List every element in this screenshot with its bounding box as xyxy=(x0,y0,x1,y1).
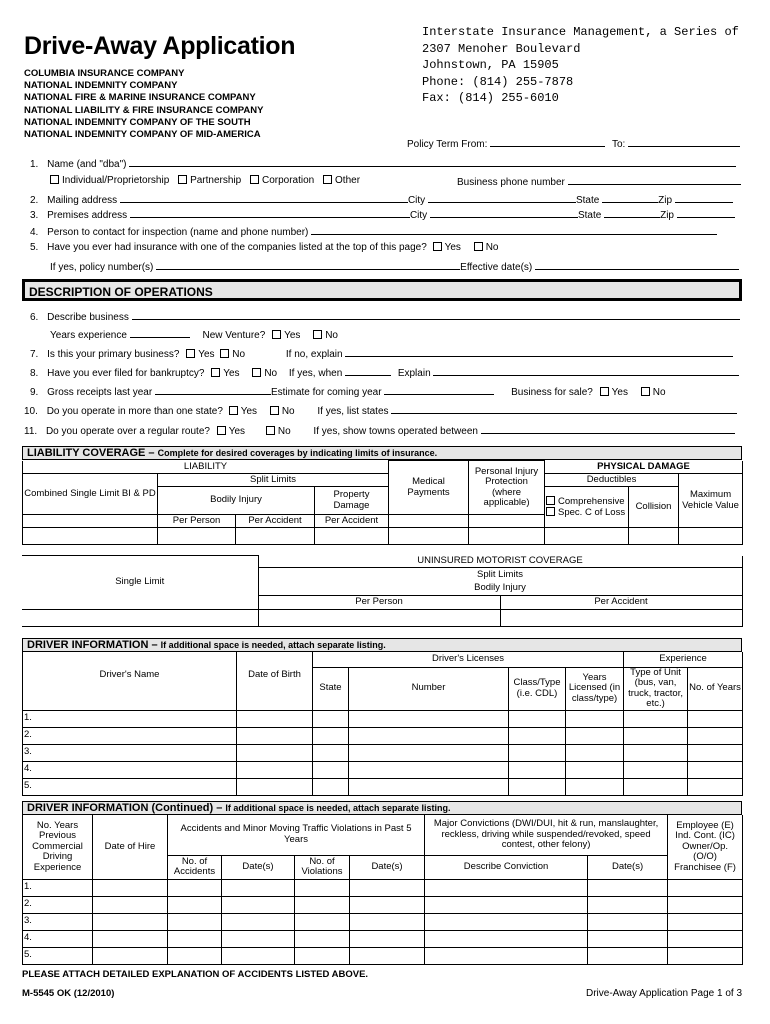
table-cell[interactable] xyxy=(222,896,295,913)
table-cell[interactable] xyxy=(566,744,624,761)
corporation-checkbox[interactable] xyxy=(250,175,259,184)
table-cell[interactable] xyxy=(425,930,588,947)
table-cell[interactable] xyxy=(295,913,350,930)
table-row[interactable]: 4. xyxy=(23,761,237,778)
show-towns-label: If yes, show towns operated between xyxy=(313,426,478,437)
for-sale-yes-checkbox[interactable] xyxy=(600,387,609,396)
table-cell[interactable] xyxy=(509,778,566,795)
other-checkbox[interactable] xyxy=(323,175,332,184)
um-per-person-input[interactable] xyxy=(258,610,500,627)
mailing-label: Mailing address xyxy=(47,195,118,206)
premises-city-field[interactable] xyxy=(430,208,578,218)
table-cell[interactable] xyxy=(425,879,588,896)
q11-row xyxy=(24,424,735,438)
table-cell[interactable] xyxy=(668,913,743,930)
no-label: No xyxy=(232,349,246,360)
table-cell[interactable] xyxy=(509,727,566,744)
regular-route-label: Do you operate over a regular route? xyxy=(45,426,210,437)
table-cell[interactable] xyxy=(237,761,313,778)
per-person-header: Per Person xyxy=(158,515,236,528)
contact-field[interactable] xyxy=(311,225,717,235)
table-cell[interactable] xyxy=(168,930,222,947)
table-cell[interactable] xyxy=(349,710,509,727)
employee-type-header: Employee (E) Ind. Cont. (IC) Owner/Op. (O/O) Franchisee (F) xyxy=(668,815,743,879)
gross-receipts-field[interactable] xyxy=(155,385,271,395)
state-label: State xyxy=(575,195,600,206)
table-cell[interactable] xyxy=(350,896,425,913)
agency-line: 2307 Menoher Boulevard xyxy=(422,41,581,56)
effective-dates-label: Effective date(s) xyxy=(460,262,533,273)
violation-dates-header: Date(s) xyxy=(350,855,425,879)
table-cell[interactable] xyxy=(313,710,349,727)
prior-ins-no-checkbox[interactable] xyxy=(474,242,483,251)
table-cell[interactable] xyxy=(624,727,688,744)
table-row[interactable]: 3. xyxy=(23,913,93,930)
entity-type-row xyxy=(50,175,360,187)
premises-zip-field[interactable] xyxy=(677,208,735,218)
table-cell[interactable] xyxy=(349,727,509,744)
company-name: NATIONAL FIRE & MARINE INSURANCE COMPANY xyxy=(24,92,256,104)
table-cell[interactable] xyxy=(168,913,222,930)
business-phone-field[interactable] xyxy=(568,175,741,185)
agency-address xyxy=(422,24,752,107)
mailing-zip-field[interactable] xyxy=(675,193,733,203)
no-violations-header: No. of Violations xyxy=(295,855,350,879)
table-row[interactable]: 5. xyxy=(23,778,237,795)
table-cell[interactable] xyxy=(688,778,743,795)
liability-heading-sub: Complete for desired coverages by indicating limits of insurance. xyxy=(157,448,438,458)
no-accidents-header: No. of Accidents xyxy=(168,855,222,879)
city-label: City xyxy=(407,195,426,206)
table-cell[interactable] xyxy=(624,744,688,761)
policy-numbers-label: If yes, policy number(s) xyxy=(50,262,154,273)
contact-label: Person to contact for inspection (name and phone number) xyxy=(47,227,309,238)
company-name: COLUMBIA INSURANCE COMPANY xyxy=(24,68,185,79)
table-cell[interactable] xyxy=(509,744,566,761)
explain-label: Explain xyxy=(397,368,431,379)
table-cell[interactable] xyxy=(313,761,349,778)
table-cell[interactable] xyxy=(295,879,350,896)
drivers-cont-table xyxy=(22,815,743,965)
describe-conviction-header: Describe Conviction xyxy=(425,855,588,879)
table-cell[interactable] xyxy=(313,727,349,744)
zip-label: Zip xyxy=(658,195,673,206)
q-number: 8. xyxy=(30,368,39,379)
table-cell[interactable] xyxy=(350,879,425,896)
licenses-header: Driver's Licenses xyxy=(313,652,624,667)
table-cell[interactable] xyxy=(588,930,668,947)
csl-spacer xyxy=(23,515,158,528)
table-cell[interactable] xyxy=(588,896,668,913)
pip-spacer xyxy=(469,515,545,528)
drivers-cont-heading-sub: If additional space is needed, attach separate listing. xyxy=(225,803,451,813)
no-label: No xyxy=(485,242,499,253)
table-cell[interactable] xyxy=(295,896,350,913)
table-cell[interactable] xyxy=(93,896,168,913)
if-no-explain-label: If no, explain xyxy=(285,349,343,360)
for-sale-no-checkbox[interactable] xyxy=(641,387,650,396)
state-label: State xyxy=(577,210,602,221)
years-licensed-header: Years Licensed (in class/type) xyxy=(566,667,624,710)
table-cell[interactable] xyxy=(566,727,624,744)
q-number: 4. xyxy=(30,227,39,238)
multi-state-no-checkbox[interactable] xyxy=(270,406,279,415)
table-cell[interactable] xyxy=(168,947,222,964)
yes-label: Yes xyxy=(611,387,628,398)
primary-business-label: Is this your primary business? xyxy=(47,349,180,360)
bankruptcy-label: Have you ever filed for bankruptcy? xyxy=(47,368,205,379)
table-cell[interactable] xyxy=(624,761,688,778)
table-cell[interactable] xyxy=(668,879,743,896)
agency-line: Phone: (814) 255-7878 xyxy=(422,74,574,89)
property-damage-header: Property Damage xyxy=(315,487,389,515)
table-cell[interactable] xyxy=(425,947,588,964)
table-cell[interactable] xyxy=(668,896,743,913)
type-of-unit-header: Type of Unit (bus, van, truck, tractor, etc.) xyxy=(624,667,688,710)
pd-per-accident-header: Per Accident xyxy=(315,515,389,528)
company-name: NATIONAL INDEMNITY COMPANY OF THE SOUTH xyxy=(24,116,251,128)
table-cell[interactable] xyxy=(588,879,668,896)
q6-row xyxy=(30,310,740,324)
years-exp-row xyxy=(50,328,338,342)
spec-c-of-loss-checkbox[interactable] xyxy=(546,507,555,516)
primary-no-checkbox[interactable] xyxy=(220,349,229,358)
mailing-state-field[interactable] xyxy=(602,193,658,203)
premises-label: Premises address xyxy=(47,210,128,221)
individual-checkbox[interactable] xyxy=(50,175,59,184)
state-header: State xyxy=(313,667,349,710)
regular-route-no-checkbox[interactable] xyxy=(266,426,275,435)
estimate-field[interactable] xyxy=(384,385,494,395)
primary-yes-checkbox[interactable] xyxy=(186,349,195,358)
no-label: No xyxy=(281,406,295,417)
bankruptcy-explain-field[interactable] xyxy=(433,366,739,376)
years-exp-field[interactable] xyxy=(130,328,190,338)
q3-row xyxy=(30,208,735,222)
table-cell[interactable] xyxy=(237,710,313,727)
table-cell[interactable] xyxy=(93,930,168,947)
company-list xyxy=(24,68,263,141)
liability-label: LIABILITY xyxy=(23,461,389,474)
medical-spacer xyxy=(389,515,469,528)
experience-header: Experience xyxy=(624,652,743,667)
policy-term-from-label: Policy Term From: xyxy=(407,139,488,150)
no-label: No xyxy=(277,426,291,437)
table-cell[interactable] xyxy=(509,710,566,727)
table-row[interactable]: 5. xyxy=(23,947,93,964)
single-limit-header: Single Limit xyxy=(22,556,258,610)
um-per-accident-input[interactable] xyxy=(500,610,742,627)
spec-c-of-loss-label: Spec. C of Loss xyxy=(558,507,626,518)
bi-per-accident-input[interactable] xyxy=(236,528,315,545)
table-cell[interactable] xyxy=(425,896,588,913)
liability-heading-title: LIABILITY COVERAGE – xyxy=(27,447,155,459)
bodily-injury-header: Bodily Injury xyxy=(158,487,315,515)
major-header: Major Convictions (DWI/DUI, hit & run, manslaughter, reckless, driving while suspended/revoked, speed contest, other felony) xyxy=(425,815,668,855)
collision-header: Collision xyxy=(629,487,679,528)
um-split-limits: Split Limits xyxy=(258,568,742,582)
no-label: No xyxy=(264,368,278,379)
table-cell[interactable] xyxy=(566,778,624,795)
liability-heading xyxy=(22,446,742,460)
effective-dates-field[interactable] xyxy=(535,260,739,270)
form-number: M-5545 OK (12/2010) xyxy=(22,988,115,999)
q1-row xyxy=(30,157,736,171)
yes-label: Yes xyxy=(228,426,246,437)
if-no-explain-field[interactable] xyxy=(345,347,733,357)
dob-header: Date of Birth xyxy=(237,652,313,710)
table-cell[interactable] xyxy=(624,778,688,795)
table-cell[interactable] xyxy=(93,913,168,930)
table-cell[interactable] xyxy=(237,744,313,761)
table-row[interactable]: 4. xyxy=(23,930,93,947)
pd-input[interactable] xyxy=(315,528,389,545)
estimate-label: Estimate for coming year xyxy=(270,387,382,398)
q7-row xyxy=(30,347,733,361)
per-accident-header: Per Accident xyxy=(236,515,315,528)
drivers-heading-title: DRIVER INFORMATION – xyxy=(27,639,158,651)
individual-label: Individual/Proprietorship xyxy=(62,175,170,186)
prior-insurance-label: Have you ever had insurance with one of the companies listed at the top of this page? xyxy=(47,242,427,253)
um-header: UNINSURED MOTORIST COVERAGE xyxy=(258,556,742,568)
max-value-header: Maximum Vehicle Value xyxy=(679,474,743,528)
q-number: 7. xyxy=(30,349,39,360)
table-row[interactable]: 2. xyxy=(23,727,237,744)
liability-table xyxy=(22,460,743,545)
table-cell[interactable] xyxy=(222,930,295,947)
policy-term-to-label: To: xyxy=(611,139,626,150)
company-name: NATIONAL INDEMNITY COMPANY OF MID-AMERICA xyxy=(24,129,261,141)
deductible-options xyxy=(545,487,629,528)
table-cell[interactable] xyxy=(295,947,350,964)
no-years-header: No. of Years xyxy=(688,667,743,710)
agency-line: Johnstown, PA 15905 xyxy=(422,58,559,72)
yes-label: Yes xyxy=(284,330,301,341)
yes-label: Yes xyxy=(198,349,215,360)
um-per-person-header: Per Person xyxy=(258,596,500,610)
new-venture-no-checkbox[interactable] xyxy=(313,330,322,339)
table-row[interactable]: 2. xyxy=(23,896,93,913)
q-number: 9. xyxy=(30,387,39,398)
table-row[interactable]: 1. xyxy=(23,710,237,727)
bankruptcy-when-field[interactable] xyxy=(345,366,391,376)
multi-state-label: Do you operate in more than one state? xyxy=(46,406,223,417)
physical-damage-header: PHYSICAL DAMAGE xyxy=(545,461,743,474)
table-cell[interactable] xyxy=(624,710,688,727)
bi-per-person-input[interactable] xyxy=(158,528,236,545)
table-cell[interactable] xyxy=(350,930,425,947)
bankruptcy-no-checkbox[interactable] xyxy=(252,368,261,377)
table-cell[interactable] xyxy=(688,761,743,778)
table-cell[interactable] xyxy=(350,913,425,930)
q5-row xyxy=(30,242,499,254)
um-per-accident-header: Per Accident xyxy=(500,596,742,610)
attach-note: PLEASE ATTACH DETAILED EXPLANATION OF ACCIDENTS LISTED ABOVE. xyxy=(22,969,369,980)
regular-route-yes-checkbox[interactable] xyxy=(217,426,226,435)
drivers-table xyxy=(22,652,743,796)
table-cell[interactable] xyxy=(566,761,624,778)
premises-field[interactable] xyxy=(130,208,410,218)
table-cell[interactable] xyxy=(313,778,349,795)
q2-row xyxy=(30,193,733,207)
q-number: 11. xyxy=(24,426,38,437)
um-table xyxy=(22,555,743,627)
split-limits-header: Split Limits xyxy=(158,474,389,487)
table-cell[interactable] xyxy=(313,744,349,761)
table-cell[interactable] xyxy=(349,761,509,778)
table-cell[interactable] xyxy=(509,761,566,778)
table-cell[interactable] xyxy=(588,947,668,964)
policy-numbers-field[interactable] xyxy=(156,260,460,270)
pip-input[interactable] xyxy=(469,528,545,545)
multi-state-yes-checkbox[interactable] xyxy=(229,406,238,415)
policy-term xyxy=(407,137,740,151)
business-phone-row xyxy=(457,175,741,189)
describe-business-field[interactable] xyxy=(132,310,740,320)
table-cell[interactable] xyxy=(566,710,624,727)
no-label: No xyxy=(652,387,666,398)
comprehensive-checkbox[interactable] xyxy=(546,496,555,505)
table-cell[interactable] xyxy=(93,947,168,964)
deductible-input[interactable] xyxy=(545,528,629,545)
partnership-checkbox[interactable] xyxy=(178,175,187,184)
name-field[interactable] xyxy=(129,157,736,167)
name-label: Name (and "dba") xyxy=(47,159,127,170)
csl-header: Combined Single Limit BI & PD xyxy=(23,474,158,515)
q10-row xyxy=(24,404,737,418)
medical-input[interactable] xyxy=(389,528,469,545)
table-cell[interactable] xyxy=(668,930,743,947)
table-cell[interactable] xyxy=(168,896,222,913)
drivers-cont-heading-title: DRIVER INFORMATION (Continued) – xyxy=(27,802,223,814)
describe-business-label: Describe business xyxy=(47,312,129,323)
table-row[interactable]: 3. xyxy=(23,744,237,761)
table-cell[interactable] xyxy=(222,947,295,964)
q-number: 2. xyxy=(30,195,39,206)
list-states-field[interactable] xyxy=(391,404,737,414)
table-cell[interactable] xyxy=(168,879,222,896)
policy-term-from-field[interactable] xyxy=(490,137,605,147)
new-venture-yes-checkbox[interactable] xyxy=(272,330,281,339)
prev-exp-header: No. Years Previous Commercial Driving Experience xyxy=(23,815,93,879)
corporation-label: Corporation xyxy=(261,175,315,186)
new-venture-label: New Venture? xyxy=(202,330,266,341)
table-cell[interactable] xyxy=(349,744,509,761)
table-cell[interactable] xyxy=(237,727,313,744)
number-header: Number xyxy=(349,667,509,710)
q8-row xyxy=(30,366,739,380)
page-number: Drive-Away Application Page 1 of 3 xyxy=(585,988,742,999)
if-yes-when-label: If yes, when xyxy=(288,368,343,379)
mailing-city-field[interactable] xyxy=(428,193,576,203)
no-label: No xyxy=(325,330,338,341)
drivers-heading-sub: If additional space is needed, attach separate listing. xyxy=(160,640,386,650)
table-cell[interactable] xyxy=(350,947,425,964)
table-cell[interactable] xyxy=(425,913,588,930)
um-single-input[interactable] xyxy=(22,610,258,627)
years-exp-label: Years experience xyxy=(50,330,127,341)
comprehensive-label: Comprehensive xyxy=(558,495,625,507)
prior-ins-yes-checkbox[interactable] xyxy=(433,242,442,251)
um-bodily-injury: Bodily Injury xyxy=(258,582,742,596)
hire-header: Date of Hire xyxy=(93,815,168,879)
table-cell[interactable] xyxy=(688,744,743,761)
table-cell[interactable] xyxy=(688,727,743,744)
city-label: City xyxy=(409,210,428,221)
yes-label: Yes xyxy=(444,242,461,253)
operations-heading: DESCRIPTION OF OPERATIONS xyxy=(22,279,742,301)
yes-label: Yes xyxy=(223,368,240,379)
company-name: NATIONAL LIABILITY & FIRE INSURANCE COMPANY xyxy=(24,104,264,116)
table-cell[interactable] xyxy=(237,778,313,795)
accidents-header: Accidents and Minor Moving Traffic Violations in Past 5 Years xyxy=(168,815,425,855)
max-value-input[interactable] xyxy=(679,528,743,545)
drivers-heading xyxy=(22,638,742,652)
bankruptcy-yes-checkbox[interactable] xyxy=(211,368,220,377)
gross-receipts-label: Gross receipts last year xyxy=(47,387,153,398)
q-number: 1. xyxy=(30,159,39,170)
q-number: 3. xyxy=(30,210,39,221)
q9-row xyxy=(30,385,666,399)
conviction-dates-header: Date(s) xyxy=(588,855,668,879)
drivers-cont-heading xyxy=(22,801,742,815)
zip-label: Zip xyxy=(660,210,674,221)
yes-label: Yes xyxy=(240,406,258,417)
business-phone-label: Business phone number xyxy=(457,177,565,188)
table-cell[interactable] xyxy=(222,913,295,930)
policy-term-to-field[interactable] xyxy=(628,137,740,147)
policy-number-row xyxy=(50,260,739,274)
medical-payments-header: Medical Payments xyxy=(389,461,469,515)
table-row[interactable]: 1. xyxy=(23,879,93,896)
table-cell[interactable] xyxy=(295,930,350,947)
csl-input[interactable] xyxy=(23,528,158,545)
partnership-label: Partnership xyxy=(190,175,242,186)
table-cell[interactable] xyxy=(688,710,743,727)
table-cell[interactable] xyxy=(222,879,295,896)
premises-state-field[interactable] xyxy=(604,208,660,218)
pip-header: Personal Injury Protection (where applicable) xyxy=(469,461,545,515)
accident-dates-header: Date(s) xyxy=(222,855,295,879)
q4-row xyxy=(30,225,717,239)
class-type-header: Class/Type (i.e. CDL) xyxy=(509,667,566,710)
deductibles-header: Deductibles xyxy=(545,474,679,487)
table-cell[interactable] xyxy=(349,778,509,795)
for-sale-label: Business for sale? xyxy=(511,387,593,398)
form-title: Drive-Away Application xyxy=(24,32,296,60)
collision-input[interactable] xyxy=(629,528,679,545)
company-name: NATIONAL INDEMNITY COMPANY xyxy=(24,80,178,92)
show-towns-field[interactable] xyxy=(481,424,735,434)
q-number: 10. xyxy=(24,406,38,417)
agency-line: Fax: (814) 255-6010 xyxy=(422,91,559,105)
q-number: 6. xyxy=(30,312,39,323)
mailing-field[interactable] xyxy=(120,193,408,203)
agency-line: Interstate Insurance Management, a Series of xyxy=(422,25,739,39)
q-number: 5. xyxy=(30,242,39,253)
other-label: Other xyxy=(335,175,361,186)
drivers-name-header: Driver's Name xyxy=(23,652,237,710)
list-states-label: If yes, list states xyxy=(317,406,389,417)
table-cell[interactable] xyxy=(93,879,168,896)
table-cell[interactable] xyxy=(668,947,743,964)
table-cell[interactable] xyxy=(588,913,668,930)
